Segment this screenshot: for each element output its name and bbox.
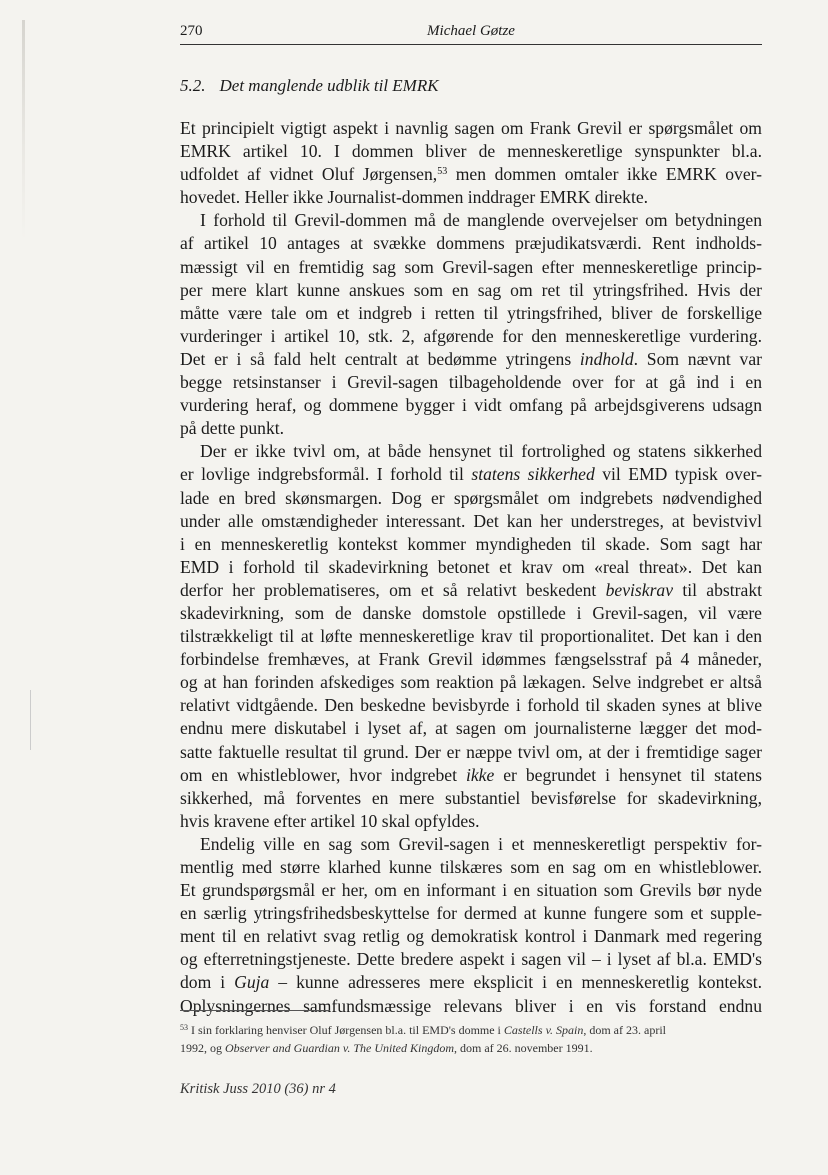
text-line: [180, 556, 762, 579]
text-line: [180, 371, 762, 394]
text-run: og at han forinden afskediges som reaktion på lækagen. Selve indgrebet er altså: [180, 672, 762, 693]
text-run: derfor her problematiseres, om et så relativt beskedent: [180, 579, 606, 600]
text-run: Oplysningernes samfundsmæssige relevans bliver i en vis forstand endnu: [180, 995, 762, 1016]
text-line: [180, 533, 762, 556]
text-run: er begrundet i hensynet til statens: [494, 764, 762, 785]
text-line: [180, 741, 762, 764]
text-run: om en whistleblower, hvor indgrebet: [180, 764, 466, 785]
text-line: [180, 948, 762, 971]
text-line: [180, 487, 762, 510]
text-run: , dom af 23. april: [583, 1023, 666, 1037]
text-line: [180, 971, 762, 994]
text-run: vurderinger i artikel 10, stk. 2, afgørende for den menneskeretlige vurdering.: [180, 325, 762, 346]
text-run: per mere klart kunne anskues som en sag om ret til ytringsfrihed. Hvis der: [180, 279, 762, 300]
text-run: er lovlige indgrebsformål. I forhold til: [180, 464, 472, 485]
text-run: mæssigt vil en fremtidig sag som Grevil-sagen efter menneskeretlige princip-: [180, 256, 762, 277]
text-line: [180, 995, 762, 1018]
text-line: [180, 648, 762, 671]
text-line: [180, 186, 762, 209]
text-run: Endelig ville en sag som Grevil-sagen i et menneskeretligt perspektiv for-: [200, 833, 762, 854]
text-run: af artikel 10 antages at svække dommens præjudikatsværdi. Rent indholds-: [180, 233, 762, 254]
text-run: tilstrækkeligt til at løfte menneskeretlige krav til proportionalitet. Det kan i den: [180, 626, 762, 647]
text-run: vil EMD typisk over-: [594, 464, 762, 485]
text-line: [180, 394, 762, 417]
text-run: satte faktuelle resultat til grund. Der er næppe tvivl om, at der i fremtidige sager: [180, 741, 762, 762]
text-line: [180, 717, 762, 740]
emphasis-text: statens sikkerhed: [471, 464, 595, 485]
text-line: [180, 694, 762, 717]
section-heading: [180, 76, 439, 96]
text-line: [180, 856, 762, 879]
emphasis-text: Guja: [234, 972, 270, 993]
text-line: [180, 440, 762, 463]
text-line: [180, 256, 762, 279]
text-line: [180, 579, 762, 602]
text-run: i en menneskeretlig kontekst kommer myndigheden til skade. Som sagt har: [180, 533, 762, 554]
page-number: 270: [180, 23, 203, 39]
text-line: [180, 140, 762, 163]
page-footer: Kritisk Juss 2010 (36) nr 4: [180, 1081, 336, 1097]
text-run: Det er i så fald helt centralt at bedømme ytringens: [180, 348, 580, 369]
text-run: relativt vidtgående. Den beskedne bevisbyrde i forhold til skaden synes at blive: [180, 695, 762, 716]
text-line: [180, 764, 762, 787]
text-line: [180, 787, 762, 810]
running-head: Michael Gøtze: [427, 23, 515, 39]
text-run: dom i: [180, 972, 235, 993]
body-text: [180, 117, 762, 1018]
text-run: skadevirkning, som de danske domstole opstillede i Grevil-sagen, vil være: [180, 602, 762, 623]
text-line: [180, 671, 762, 694]
emphasis-text: ikke: [465, 764, 495, 785]
text-run: , dom af 26. november 1991.: [453, 1041, 593, 1055]
text-run: Et grundspørgsmål er her, om en informant i en situation som Grevils bør nyde: [180, 880, 762, 901]
text-run: Der er ikke tvivl om, at både hensynet til fortrolighed og statens sikkerhed: [200, 441, 762, 462]
text-run: hovedet. Heller ikke Journalist-dommen inddrager EMRK direkte.: [180, 187, 649, 208]
footnote-line: [180, 1039, 762, 1057]
text-line: [180, 602, 762, 625]
text-run: på dette punkt.: [180, 418, 285, 439]
binding-shadow: [22, 20, 25, 240]
text-run: I forhold til Grevil-dommen må de manglende overvejelser om betydningen: [200, 210, 762, 231]
text-run: vurdering heraf, og dommene bygger i vidt omfang på arbejdsgiverens udsagn: [180, 395, 762, 416]
text-run: – kunne adresseres mere eksplicit i en menneskeretlig kontekst.: [269, 972, 762, 993]
emphasis-text: Observer and Guardian v. The United Kingdom: [225, 1041, 454, 1055]
section-number: 5.2.: [180, 76, 206, 95]
text-line: [180, 810, 762, 833]
text-run: og efterretningstjeneste. Dette bredere aspekt i sagen vil – i lyset af bl.a. EMD's: [180, 949, 762, 970]
emphasis-text: indhold: [579, 348, 634, 369]
footnote-number: 53: [180, 1023, 188, 1032]
text-line: [180, 302, 762, 325]
binding-mark: [30, 690, 31, 750]
text-run: endnu mere diskutabel i lyset af, at sagen om journalisterne lægger det mod-: [180, 718, 762, 739]
text-line: [180, 279, 762, 302]
text-run: lade en bred skønsmargen. Dog er spørgsmålet om indgrebets nødvendighed: [180, 487, 762, 508]
text-run: I sin forklaring henviser Oluf Jørgensen bl.a. til EMD's domme i: [191, 1023, 504, 1037]
text-run: ment til en relativt svag retlig og demokratisk kontrol i Danmark med regering: [180, 926, 762, 947]
text-run: mentlig med større klarhed kunne tilskæres som en sag om en whistleblower.: [180, 857, 762, 877]
text-run: under alle omstændigheder interessant. Det kan her understreges, at bevistvivl: [180, 510, 762, 531]
footnote-reference: 53: [437, 166, 448, 178]
text-run: EMRK artikel 10. I dommen bliver de menneskeretlige synspunkter bl.a.: [180, 141, 762, 162]
text-run: sikkerhed, må forventes en mere substantiel bevisførelse for skadevirkning,: [180, 787, 762, 808]
text-run: EMD i forhold til skadevirkning betonet et krav om «real threat». Det kan: [180, 556, 762, 577]
text-line: [180, 510, 762, 533]
emphasis-text: Castells v. Spain: [503, 1023, 584, 1037]
emphasis-text: beviskrav: [605, 579, 674, 600]
text-run: men dommen omtaler ikke EMRK over-: [447, 164, 762, 185]
text-line: [180, 879, 762, 902]
text-line: [180, 463, 762, 486]
text-run: . Som nævnt var: [633, 348, 762, 369]
text-line: [180, 209, 762, 232]
text-run: til abstrakt: [673, 579, 762, 600]
text-line: [180, 625, 762, 648]
text-run: 1992, og: [180, 1041, 225, 1055]
text-line: [180, 417, 762, 440]
footnote-line: [180, 1021, 762, 1039]
page-header: [180, 20, 762, 45]
footnote: [180, 1021, 762, 1057]
text-run: udfoldet af vidnet Oluf Jørgensen,: [180, 164, 438, 185]
text-line: [180, 117, 762, 140]
text-run: en særlig ytringsfrihedsbeskyttelse for dermed at kunne fungere som et supple-: [180, 903, 762, 924]
footnote-rule: [180, 1010, 330, 1011]
text-line: [180, 833, 762, 856]
text-line: [180, 163, 762, 186]
text-line: [180, 232, 762, 255]
text-run: Et principielt vigtigt aspekt i navnlig sagen om Frank Grevil er spørgsmålet om: [180, 118, 762, 138]
text-line: [180, 325, 762, 348]
text-line: [180, 925, 762, 948]
section-title: Det manglende udblik til EMRK: [219, 76, 439, 95]
text-run: begge retsinstanser i Grevil-sagen tilbageholdende over for at gå ind i en: [180, 372, 762, 393]
text-run: måtte være tale om et indgreb i retten til ytringsfrihed, bliver de forskellige: [180, 302, 762, 323]
text-line: [180, 902, 762, 925]
text-run: hvis kravene efter artikel 10 skal opfyldes.: [180, 810, 480, 831]
text-line: [180, 348, 762, 371]
text-run: forbindelse fremhæves, at Frank Grevil idømmes fængselsstraf på 4 måneder,: [180, 649, 762, 670]
